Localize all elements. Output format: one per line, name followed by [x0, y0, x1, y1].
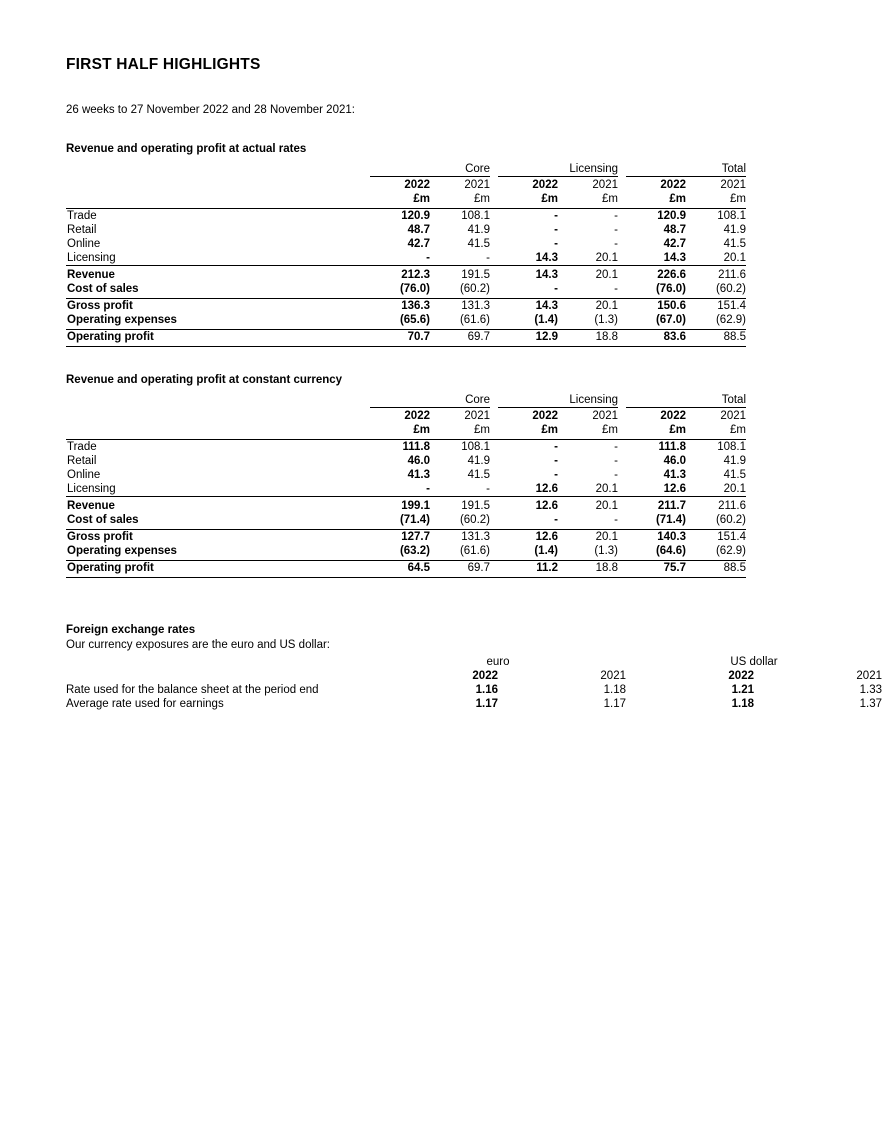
group-licensing: Licensing — [498, 162, 618, 177]
row-label: Cost of sales — [66, 513, 370, 530]
table-row: Operating expenses (65.6) (61.6) (1.4) (1.3) (67.0) (62.9) — [66, 313, 746, 330]
row-label: Online — [67, 238, 101, 250]
table-unit-header — [66, 423, 746, 440]
section-title-fx-rates: Foreign exchange rates — [66, 624, 196, 636]
section-title-constant-currency: Revenue and operating profit at constant currency — [66, 374, 343, 386]
fx-subtitle: Our currency exposures are the euro and US dollar: — [66, 639, 330, 651]
table-row: Gross profit 136.3 131.3 14.3 20.1 150.6 151.4 — [67, 300, 747, 312]
table-year-header — [66, 177, 746, 193]
table-row: Average rate used for earnings 1.17 1.17 1.18 1.37 — [66, 698, 882, 710]
unit-core-2021: £m — [430, 423, 490, 440]
year-core-2022: 2022 — [404, 179, 430, 191]
table-group-header — [66, 393, 746, 408]
row-label: Licensing — [67, 252, 116, 264]
table-row: Trade 111.8 108.1 - - 111.8 108.1 — [67, 441, 747, 453]
row-label: Gross profit — [67, 300, 133, 312]
row-label: Operating expenses — [66, 313, 370, 330]
row-label: Revenue — [66, 266, 370, 283]
unit-total-2022: £m — [626, 192, 686, 209]
year-core-2021: 2021 — [464, 179, 490, 191]
group-euro: euro — [486, 656, 510, 668]
table-year-header — [66, 408, 746, 424]
table-row: Operating profit 70.7 69.7 12.9 18.8 83.6 88.5 — [66, 330, 746, 347]
row-label: Trade — [67, 441, 97, 453]
table-row: Operating profit 64.5 69.7 11.2 18.8 75.7 88.5 — [66, 561, 746, 578]
row-label: Operating profit — [66, 330, 370, 347]
row-label: Licensing — [67, 483, 116, 495]
unit-licensing-2022: £m — [498, 423, 558, 440]
unit-core-2021: £m — [430, 192, 490, 209]
year-total-2021: 2021 — [720, 410, 747, 422]
section-title-actual-rates: Revenue and operating profit at actual rates — [66, 143, 307, 155]
table-constant-currency — [66, 393, 746, 578]
year-usd-2022: 2022 — [728, 670, 754, 682]
group-us-dollar: US dollar — [730, 656, 778, 668]
unit-total-2021: £m — [686, 192, 746, 209]
unit-licensing-2021: £m — [558, 423, 618, 440]
year-licensing-2022: 2022 — [532, 410, 558, 422]
group-licensing: Licensing — [498, 393, 618, 408]
fx-year-header — [66, 669, 882, 683]
row-label: Operating profit — [66, 561, 370, 578]
group-core: Core — [370, 162, 490, 177]
table-actual-rates — [66, 162, 746, 347]
row-label: Revenue — [66, 497, 370, 514]
table-row: Licensing - - 14.3 20.1 14.3 20.1 — [67, 252, 747, 264]
year-licensing-2022: 2022 — [532, 179, 558, 191]
year-euro-2021: 2021 — [600, 670, 626, 682]
table-row: Retail 48.7 41.9 - - 48.7 41.9 — [67, 224, 747, 236]
unit-licensing-2021: £m — [558, 192, 618, 209]
page-title: FIRST HALF HIGHLIGHTS — [66, 56, 261, 73]
table-row: Trade 120.9 108.1 - - 120.9 108.1 — [67, 210, 747, 222]
year-licensing-2021: 2021 — [592, 410, 618, 422]
table-row: Operating expenses (63.2) (61.6) (1.4) (1.3) (64.6) (62.9) — [66, 544, 746, 561]
table-row: Gross profit 127.7 131.3 12.6 20.1 140.3 151.4 — [67, 531, 747, 543]
table-group-header — [66, 162, 746, 177]
row-label: Rate used for the balance sheet at the period end — [66, 684, 319, 696]
table-row: Cost of sales (76.0) (60.2) - - (76.0) (60.2) — [66, 282, 746, 299]
fx-group-header — [66, 655, 882, 669]
table-fx-rates — [66, 655, 882, 711]
row-label: Trade — [67, 210, 97, 222]
row-label: Gross profit — [67, 531, 133, 543]
table-row: Rate used for the balance sheet at the period end 1.16 1.18 1.21 1.33 — [66, 684, 882, 696]
table-row: Online 41.3 41.5 - - 41.3 41.5 — [67, 469, 747, 481]
group-total: Total — [626, 393, 746, 408]
unit-total-2022: £m — [626, 423, 686, 440]
row-label: Average rate used for earnings — [66, 698, 224, 710]
group-core: Core — [370, 393, 490, 408]
unit-core-2022: £m — [370, 192, 430, 209]
year-core-2022: 2022 — [404, 410, 430, 422]
year-total-2022: 2022 — [660, 410, 686, 422]
table-row: Cost of sales (71.4) (60.2) - - (71.4) (60.2) — [66, 513, 746, 530]
table-row: Revenue 199.1 191.5 12.6 20.1 211.7 211.6 — [66, 497, 746, 514]
year-euro-2022: 2022 — [472, 670, 498, 682]
row-label: Retail — [67, 455, 97, 467]
table-row: Online 42.7 41.5 - - 42.7 41.5 — [67, 238, 747, 250]
unit-core-2022: £m — [370, 423, 430, 440]
year-total-2021: 2021 — [720, 179, 747, 191]
table-unit-header — [66, 192, 746, 209]
year-usd-2021: 2021 — [856, 670, 882, 682]
unit-total-2021: £m — [686, 423, 746, 440]
table-row: Licensing - - 12.6 20.1 12.6 20.1 — [67, 483, 747, 495]
year-total-2022: 2022 — [660, 179, 686, 191]
table-row: Retail 46.0 41.9 - - 46.0 41.9 — [67, 455, 747, 467]
row-label: Online — [67, 469, 101, 481]
document-content — [66, 56, 882, 711]
table-row: Revenue 212.3 191.5 14.3 20.1 226.6 211.6 — [66, 266, 746, 283]
period-subtitle: 26 weeks to 27 November 2022 and 28 November 2021: — [66, 104, 355, 116]
year-core-2021: 2021 — [464, 410, 490, 422]
group-total: Total — [626, 162, 746, 177]
row-label: Retail — [67, 224, 97, 236]
unit-licensing-2022: £m — [498, 192, 558, 209]
year-licensing-2021: 2021 — [592, 179, 618, 191]
row-label: Operating expenses — [66, 544, 370, 561]
row-label: Cost of sales — [66, 282, 370, 299]
